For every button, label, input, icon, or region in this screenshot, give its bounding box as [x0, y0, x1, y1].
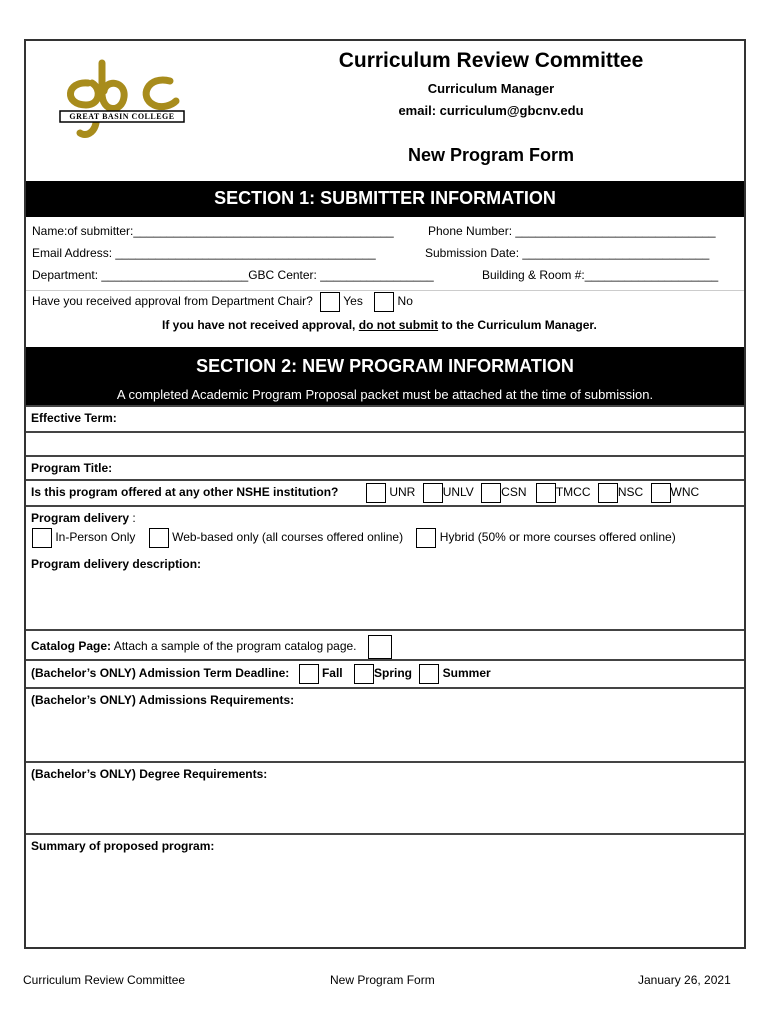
divider: [26, 290, 744, 291]
approval-question: Have you received approval from Department Chair?: [32, 294, 313, 309]
catalog-row: [26, 629, 744, 659]
footer-center: New Program Form: [330, 973, 435, 987]
summer-checkbox[interactable]: [419, 664, 439, 684]
degree-requirements-label: (Bachelor’s ONLY) Degree Requirements:: [31, 767, 268, 781]
effective-term-input[interactable]: [26, 431, 744, 455]
deadline-label: (Bachelor’s ONLY) Admission Term Deadline:: [31, 666, 290, 681]
tmcc-checkbox[interactable]: [536, 483, 556, 503]
summer-label: Summer: [442, 666, 491, 681]
nshe-options: [366, 483, 699, 503]
program-title-row[interactable]: [26, 455, 744, 479]
nshe-row: [26, 479, 744, 505]
delivery-heading: [31, 511, 136, 525]
admissions-requirements-row[interactable]: [26, 687, 744, 761]
approval-warning: [162, 318, 597, 332]
delivery-options: [32, 528, 676, 548]
csn-checkbox[interactable]: [481, 483, 501, 503]
section2-subheading: A completed Academic Program Proposal packet must be attached at the time of submission.: [116, 387, 654, 402]
degree-requirements-row[interactable]: [26, 761, 744, 833]
nshe-question: Is this program offered at any other NSHE institution?: [31, 485, 339, 499]
form-frame: [24, 39, 746, 949]
wnc-label: WNC: [670, 485, 700, 500]
building-room-field[interactable]: Building & Room #:____________________: [482, 268, 719, 282]
hybrid-checkbox[interactable]: [416, 528, 436, 548]
spring-checkbox[interactable]: [354, 664, 374, 684]
catalog-checkbox[interactable]: [368, 635, 392, 659]
wnc-checkbox[interactable]: [651, 483, 671, 503]
footer-left: Curriculum Review Committee: [23, 973, 186, 987]
in-person-label: In-Person Only: [55, 530, 136, 545]
warning-text-end: to the Curriculum Manager.: [441, 318, 597, 332]
deadline-row: [26, 659, 744, 687]
approval-no-checkbox[interactable]: [374, 292, 394, 312]
delivery-label: Program delivery: [31, 511, 130, 525]
deadline-content: [31, 664, 491, 684]
committee-title: Curriculum Review Committee: [338, 49, 644, 72]
effective-term-label: Effective Term:: [31, 411, 117, 425]
catalog-content: [31, 635, 392, 659]
summary-row[interactable]: [26, 833, 744, 947]
web-based-checkbox[interactable]: [149, 528, 169, 548]
in-person-checkbox[interactable]: [32, 528, 52, 548]
approval-yes-label: Yes: [343, 294, 363, 309]
unlv-label: UNLV: [442, 485, 474, 500]
approval-row: [32, 292, 413, 312]
department-center-field[interactable]: Department: ______________________GBC Center: _________________: [32, 268, 434, 282]
program-title-label: Program Title:: [31, 461, 113, 475]
admissions-requirements-label: (Bachelor’s ONLY) Admissions Requirements:: [31, 693, 295, 707]
hybrid-label: Hybrid (50% or more courses offered online): [439, 530, 676, 545]
tmcc-label: TMCC: [555, 485, 591, 500]
warning-emphasis: do not submit: [358, 318, 439, 332]
nsc-label: NSC: [617, 485, 644, 500]
email-address-field[interactable]: Email Address: _______________________________________: [32, 246, 376, 260]
warning-text: If you have not received approval,: [162, 318, 356, 332]
footer-right: January 26, 2021: [638, 973, 731, 987]
catalog-text: Attach a sample of the program catalog page.: [113, 639, 357, 654]
spring-label: Spring: [373, 666, 412, 681]
section2-heading: SECTION 2: NEW PROGRAM INFORMATION: [196, 356, 574, 376]
summary-label: Summary of proposed program:: [31, 839, 215, 853]
unr-label: UNR: [389, 485, 416, 500]
csn-label: CSN: [501, 485, 527, 500]
section1-heading: SECTION 1: SUBMITTER INFORMATION: [26, 181, 744, 217]
delivery-description-label: Program delivery description:: [31, 557, 202, 571]
submitter-name-field[interactable]: Name:of submitter:_______________________________________: [32, 224, 394, 238]
delivery-colon: :: [132, 511, 136, 525]
gbc-logo: [58, 53, 188, 146]
unr-checkbox[interactable]: [366, 483, 386, 503]
manager-subtitle: Curriculum Manager: [427, 81, 555, 96]
approval-no-label: No: [397, 294, 413, 309]
program-delivery-row: [26, 505, 744, 629]
section2-heading-block: [26, 347, 744, 405]
unlv-checkbox[interactable]: [423, 483, 443, 503]
fall-label: Fall: [321, 666, 343, 681]
web-based-label: Web-based only (all courses offered online): [172, 530, 404, 545]
submission-date-field[interactable]: Submission Date: ____________________________: [425, 246, 710, 260]
email-link[interactable]: email: curriculum@gbcnv.edu: [398, 103, 584, 118]
approval-yes-checkbox[interactable]: [320, 292, 340, 312]
logo-text: GREAT BASIN COLLEGE: [69, 112, 175, 121]
phone-number-field[interactable]: Phone Number: ______________________________: [428, 224, 716, 238]
form-title: New Program Form: [407, 145, 575, 165]
effective-term-row[interactable]: [26, 405, 744, 431]
nsc-checkbox[interactable]: [598, 483, 618, 503]
catalog-label: Catalog Page:: [31, 639, 112, 654]
fall-checkbox[interactable]: [299, 664, 319, 684]
